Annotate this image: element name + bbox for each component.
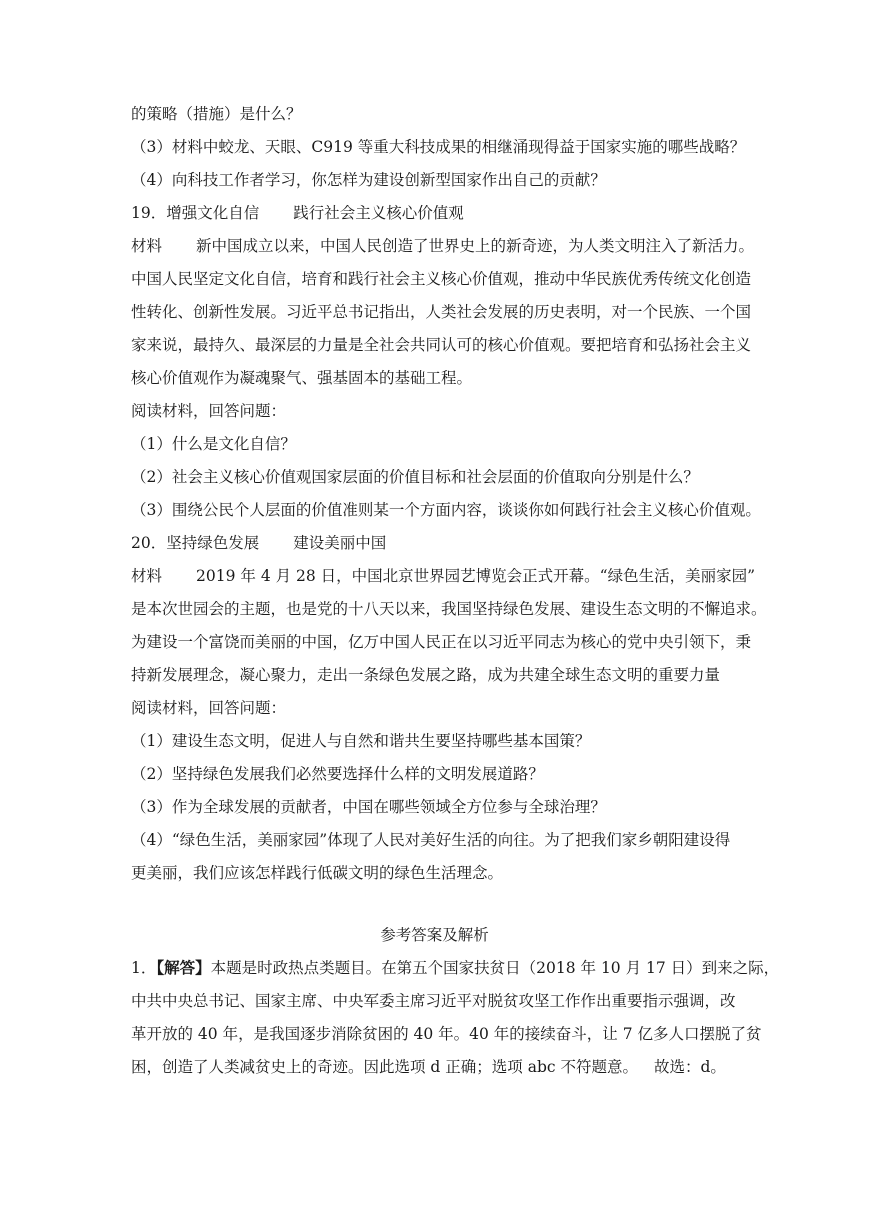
text-line: 核心价值观作为凝魂聚气、强基固本的基础工程。 bbox=[131, 369, 473, 387]
question-18-4: （4）向科技工作者学习，你怎样为建设创新型国家作出自己的贡献？ bbox=[131, 171, 606, 189]
question-18-3: （3）材料中蛟龙、天眼、C919 等重大科技成果的相继涌现得益于国家实施的哪些战略？ bbox=[131, 138, 746, 156]
answer-text: 困，创造了人类减贫史上的奇迹。因此选项 d 正确；选项 abc 不符题意。 bbox=[131, 1058, 638, 1076]
section-19-heading bbox=[131, 203, 869, 223]
question-19-2: （2）社会主义核心价值观国家层面的价值目标和社会层面的价值取向分别是什么？ bbox=[131, 468, 699, 486]
instruction-line: 阅读材料，回答问题： bbox=[131, 699, 287, 717]
heading-part: 建设美丽中国 bbox=[293, 534, 387, 552]
heading-part: 19．增强文化自信 bbox=[131, 204, 260, 222]
material-text: 新中国成立以来，中国人民创造了世界史上的新奇迹，为人类文明注入了新活力。 bbox=[196, 237, 755, 255]
question-20-1: （1）建设生态文明，促进人与自然和谐共生要坚持哪些基本国策？ bbox=[131, 732, 591, 750]
material-line bbox=[131, 566, 869, 586]
answer-1-line bbox=[131, 958, 869, 978]
text-line: 持新发展理念，凝心聚力，走出一条绿色发展之路，成为共建全球生态文明的重要力量 bbox=[131, 666, 721, 684]
material-label: 材料 bbox=[131, 567, 163, 585]
text-line: 中共中央总书记、国家主席、中央军委主席习近平对脱贫攻坚工作作出重要指示强调，改 bbox=[131, 992, 736, 1010]
text-line: 家来说，最持久、最深层的力量是全社会共同认可的核心价值观。要把培育和弘扬社会主义 bbox=[131, 336, 752, 354]
question-20-4: （4）“绿色生活，美丽家园”体现了人民对美好生活的向往。为了把我们家乡朝阳建设得 bbox=[131, 831, 731, 849]
text-line: 性转化、创新性发展。习近平总书记指出，人类社会发展的历史表明，对一个民族、一个国 bbox=[131, 303, 752, 321]
material-label: 材料 bbox=[131, 237, 163, 255]
question-20-2: （2）坚持绿色发展我们必然要选择什么样的文明发展道路？ bbox=[131, 765, 544, 783]
answer-choice: 故选：d。 bbox=[653, 1058, 726, 1076]
heading-part: 20．坚持绿色发展 bbox=[131, 534, 260, 552]
answer-number: 1． bbox=[131, 959, 157, 977]
material-text: 2019 年 4 月 28 日，中国北京世界园艺博览会正式开幕。“绿色生活，美丽家园” bbox=[196, 567, 756, 585]
question-20-3: （3）作为全球发展的贡献者，中国在哪些领域全方位参与全球治理？ bbox=[131, 798, 606, 816]
heading-part: 践行社会主义核心价值观 bbox=[293, 204, 464, 222]
section-20-heading bbox=[131, 533, 869, 553]
text-line: 中国人民坚定文化自信，培育和践行社会主义核心价值观，推动中华民族优秀传统文化创造 bbox=[131, 270, 752, 288]
material-line bbox=[131, 236, 869, 256]
text-line: 是本次世园会的主题，也是党的十八天以来，我国坚持绿色发展、建设生态文明的不懈追求。 bbox=[131, 600, 767, 618]
answer-tag: 【解答】 bbox=[156, 958, 211, 977]
question-19-1: （1）什么是文化自信？ bbox=[131, 435, 296, 453]
text-line: 革开放的 40 年，是我国逐步消除贫困的 40 年。40 年的接续奋斗，让 7 亿多人口摆脱了贫 bbox=[131, 1025, 762, 1043]
answers-title: 参考答案及解析 bbox=[380, 926, 489, 944]
text-line: 为建设一个富饶而美丽的中国，亿万中国人民正在以习近平同志为核心的党中央引领下，秉 bbox=[131, 633, 752, 651]
answer-text: 本题是时政热点类题目。在第五个国家扶贫日（2018 年 10 月 17 日）到来之际， bbox=[210, 959, 780, 977]
answer-conclusion-line bbox=[131, 1057, 869, 1077]
instruction-line: 阅读材料，回答问题： bbox=[131, 402, 287, 420]
text-line: 更美丽，我们应该怎样践行低碳文明的绿色生活理念。 bbox=[131, 864, 504, 882]
text-line: 的策略（措施）是什么？ bbox=[131, 105, 302, 123]
question-19-3: （3）围绕公民个人层面的价值准则某一个方面内容，谈谈你如何践行社会主义核心价值观。 bbox=[131, 501, 761, 519]
